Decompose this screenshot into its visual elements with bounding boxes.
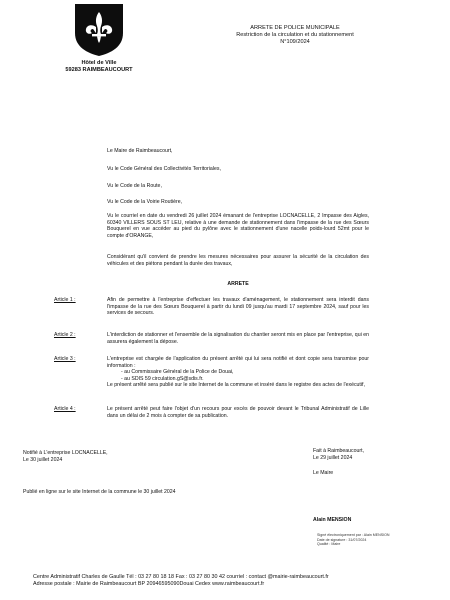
footer-contact: Centre Administratif Charles de Gaulle Tél : 03 27 80 18 18 Fax : 03 27 80 30 42 courriel : contact @mairie-raimbeaucourt.fr [33,574,329,580]
article-4-text: Le présent arrêté peut faire l'objet d'un recours pour excès de pouvoir devant le Tribunal Administratif de Lille dans un délai de 2 mois à compter de sa publication. [107,406,369,419]
town-hall-name: Hôtel de Ville [81,60,117,66]
notification-block [23,450,108,463]
article-2-text: L'interdiction de stationner et l'ensemble de la signalisation du chantier seront mis en place par l'entreprise, qui en assurera également la dépose. [107,332,369,345]
signature-block [313,448,364,477]
signed-by: Signé électroniquement par : Alain MENSION [317,533,390,537]
decree-subtitle: Restriction de la circulation et du stationnement [236,32,354,38]
arrete-heading: ARRETE [227,281,249,287]
article-3-text: L'entreprise est chargée de l'application du présent arrêté qui lui sera notifié et dont copie sera transmise pour information : [107,356,369,369]
article-2-label: Article 2 : [54,332,76,338]
town-address: 59283 RAIMBEAUCOURT [65,67,133,73]
article-3-block [107,356,369,389]
article-1-text: Afin de permettre à l'entreprise d'effectuer les travaux d'aménagement, le stationnement sera interdit dans l'impasse de la rue des Sœurs Bouquerel à partir du lundi 09 jusqu'au mardi 17 septembre 2024, sauf pour les services de secours. [107,297,369,317]
vu-courriel: Vu le courriel en date du vendredi 26 juillet 2024 émanant de l'entreprise LOCNACELLE, 2 Impasse des Aigles, 60340 VILLERS SOUS ST LEU, relative à une demande de stationnement dans l'impasse de la rue des Sœurs Bouquerel en vue accéder au pied du pylône avec le stationnement d'une nacelle poids-lourd 52mt pour le compte d'ORANGE, [107,213,369,239]
signature-timestamp: Date de signature : 31/07/2024 [317,537,367,542]
footer-postal: Adresse postale : Mairie de Raimbeaucourt BP 20946595090Douai Cedex www.raimbeaucourt.fr [33,581,265,587]
decree-title: ARRETE DE POLICE MUNICIPALE [250,25,340,31]
signature-role: Le Maire [313,470,334,477]
considerant: Considérant qu'il convient de prendre les mesures nécessaires pour assurer la sécurité de la circulation des véhicules et des piétons pendant la durée des travaux, [107,254,369,267]
notification-date: Le 30 juillet 2024 [23,456,63,463]
vu-cgct: Vu le Code Général des Collectivités Territoriales, [107,166,221,172]
electronic-signature-block [317,533,390,547]
article-3-publication: Le présent arrêté sera publié sur le site Internet de la commune et inséré dans le registre des actes de l'exécutif, [107,382,365,389]
town-crest-logo [73,3,125,57]
mayor-name: Alain MENSION [313,517,352,523]
article-3-recipients [107,369,369,382]
article-3-label: Article 3 : [54,356,76,362]
publication-line: Publié en ligne sur le site Internet de la commune le 30 juillet 2024 [23,489,176,495]
article-1-label: Article 1 : [54,297,76,303]
recipient-sdis: - au SDIS 59 circulation.gS@sdis.fr. [121,376,369,383]
mayor-line: Le Maire de Raimbeaucourt, [107,148,173,154]
signature-date: Le 29 juillet 2024 [313,454,353,461]
article-4-label: Article 4 : [54,406,76,412]
recipient-police: - au Commissaire Général de la Police de Douai, [121,369,369,376]
footer [33,574,433,588]
decree-title-block [210,25,380,46]
vu-code-route: Vu le Code de la Route, [107,183,162,189]
notification-company: Notifié à L'entreprise LOCNACELLE, [23,450,108,456]
signatory-quality: Qualité : Maire [317,542,341,547]
decree-number: N°109/2024 [280,39,310,45]
vu-code-voirie: Vu le Code de la Voirie Routière, [107,199,183,205]
signature-place: Fait à Raimbeaucourt, [313,448,365,454]
town-hall-block [64,60,134,74]
